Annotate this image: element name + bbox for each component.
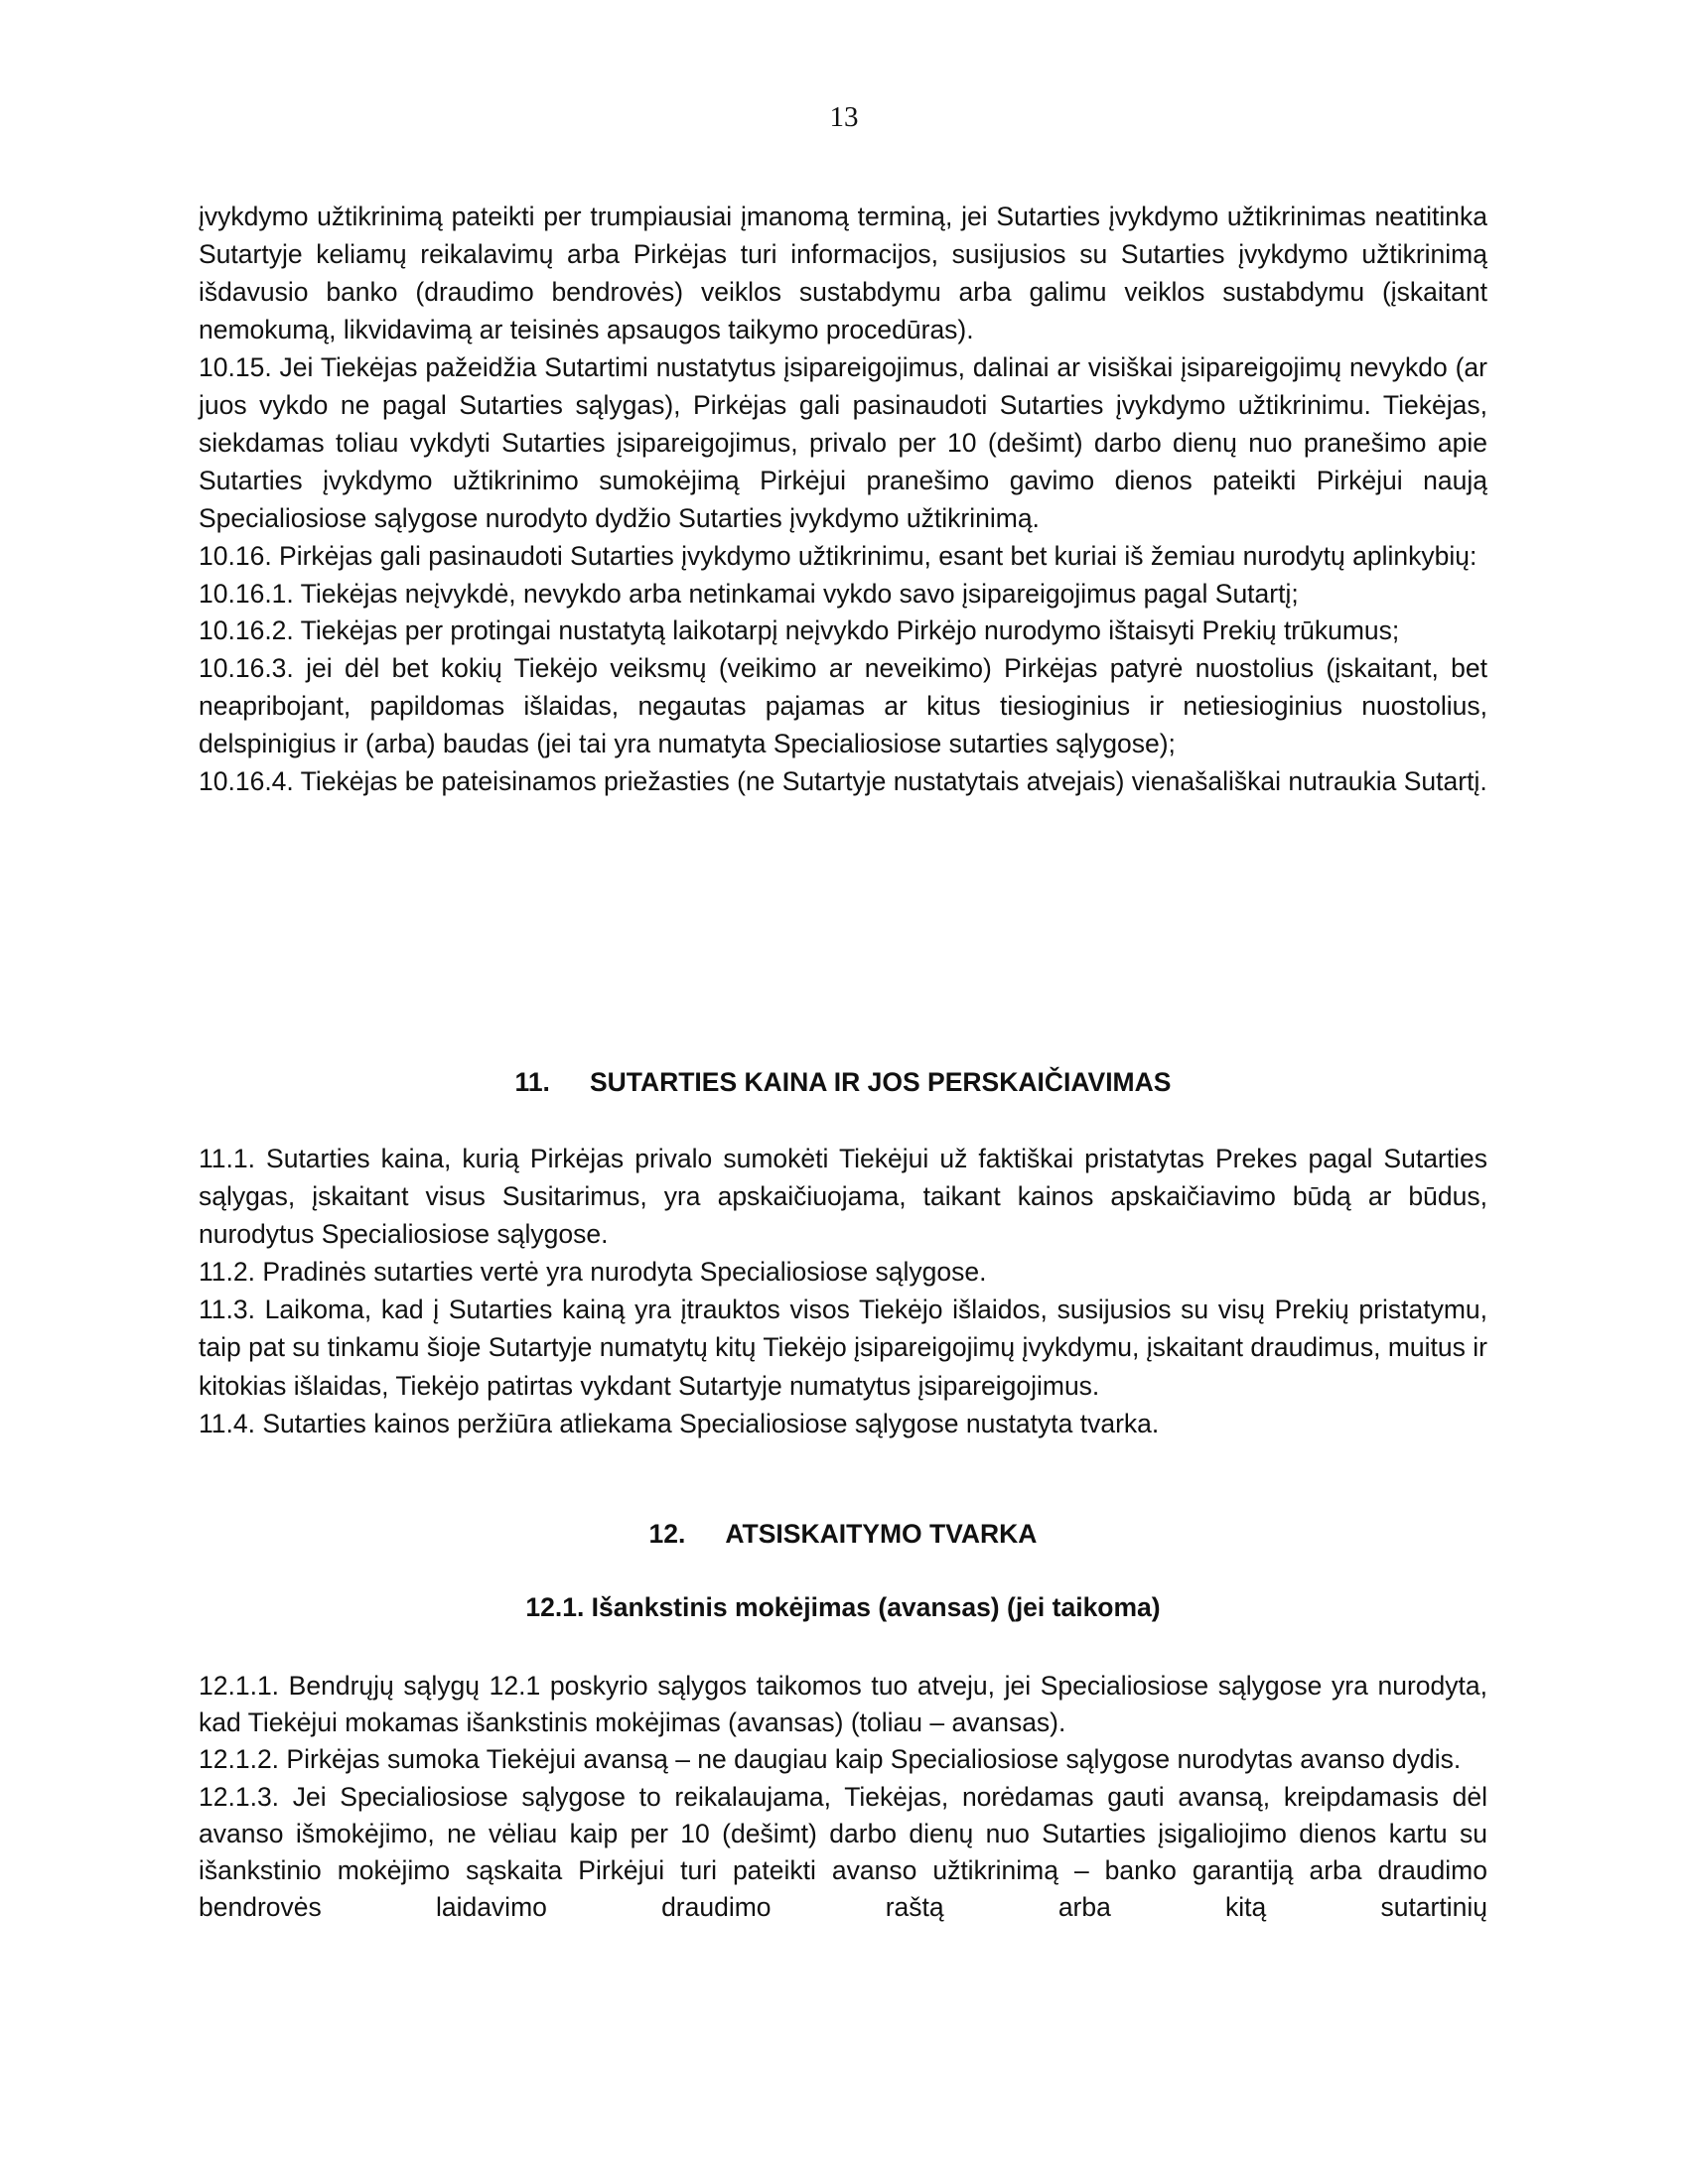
paragraph-10-16: 10.16. Pirkėjas gali pasinaudoti Sutarties įvykdymo užtikrinimu, esant bet kuriai iš žemiau nurodytų aplinkybių:	[199, 540, 1477, 571]
paragraph-10-16-4: 10.16.4. Tiekėjas be pateisinamos priežasties (ne Sutartyje nustatytais atvejais) vienašališkai nutraukia Sutartį.	[199, 766, 1487, 797]
subsection-12-1-heading: 12.1. Išankstinis mokėjimas (avansas) (jei taikoma)	[525, 1592, 1161, 1622]
paragraph-12-1-1: 12.1.1. Bendrųjų sąlygų 12.1 poskyrio sąlygos taikomos tuo atveju, jei Specialiosiose sąlygose yra nurodyta, kad Tiekėjui mokamas išankstinis mokėjimas (avansas) (toliau – avansas).	[199, 1671, 1487, 1738]
paragraph-11-1: 11.1. Sutarties kaina, kurią Pirkėjas privalo sumokėti Tiekėjui už faktiškai pristatytas Prekes pagal Sutarties sąlygas, įskaitant visus Susitarimus, yra apskaičiuojama, taikant kainos apskaičiavimo būdą ar būdus, nurodytus Specialiosiose sąlygose.	[199, 1144, 1487, 1250]
section-12-title: ATSISKAITYMO TVARKA	[725, 1519, 1038, 1549]
paragraph-10-16-1: 10.16.1. Tiekėjas neįvykdė, nevykdo arba netinkamai vykdo savo įsipareigojimus pagal Sutartį;	[199, 578, 1299, 609]
paragraph-12-1-3: 12.1.3. Jei Specialiosiose sąlygose to reikalaujama, Tiekėjas, norėdamas gauti avansą, kreipdamasis dėl avanso išmokėjimo, ne vėliau kaip per 10 (dešimt) darbo dienų nuo Sutarties įsigaliojimo dienos kartu su išankstinio mokėjimo sąskaita Pirkėjui turi pateikti avanso užtikrinimą – banko garantiją arba draudimo bendrovės laidavimo draudimo raštą arba kitą sutartinių	[199, 1781, 1487, 1923]
section-11-body	[199, 1140, 1487, 1442]
paragraph-11-2: 11.2. Pradinės sutarties vertė yra nurodyta Specialiosiose sąlygose.	[199, 1257, 987, 1288]
paragraph-10-15: 10.15. Jei Tiekėjas pažeidžia Sutartimi nustatytus įsipareigojimus, dalinai ar visiškai įsipareigojimų nevykdo (ar juos vykdo ne pagal Sutarties sąlygas), Pirkėjas gali pasinaudoti Sutarties įvykdymo užtikrinimu. Tiekėjas, siekdamas toliau vykdyti Sutarties įsipareigojimus, privalo per 10 (dešimt) darbo dienų nuo pranešimo apie Sutarties įvykdymo užtikrinimo sumokėjimą Pirkėjui pranešimo gavimo dienos pateikti Pirkėjui naują Specialiosiose sąlygose nurodyto dydžio Sutarties įvykdymo užtikrinimą.	[199, 351, 1487, 533]
section-12-heading	[199, 1516, 1487, 1552]
section-11-number: 11.	[514, 1067, 550, 1097]
paragraph-11-4: 11.4. Sutarties kainos peržiūra atliekama Specialiosiose sąlygose nustatyta tvarka.	[199, 1408, 1160, 1438]
section-10-continuation	[199, 199, 1487, 801]
paragraph-11-3: 11.3. Laikoma, kad į Sutarties kainą yra įtrauktos visos Tiekėjo išlaidos, susijusios su visų Prekių pristatymu, taip pat su tinkamu šioje Sutartyje numatytų kitų Tiekėjo įsipareigojimų įvykdymu, įskaitant draudimus, muitus ir kitokias išlaidas, Tiekėjo patirtas vykdant Sutartyje numatytus įsipareigojimus.	[199, 1295, 1487, 1401]
section-11-title: SUTARTIES KAINA IR JOS PERSKAIČIAVIMAS	[589, 1067, 1172, 1097]
paragraph-12-1-2: 12.1.2. Pirkėjas sumoka Tiekėjui avansą – ne daugiau kaip Specialiosiose sąlygose nurodytas avanso dydis.	[199, 1744, 1462, 1775]
section-11-heading	[199, 1064, 1487, 1100]
page-number: 13	[829, 101, 859, 133]
paragraph-10-16-3: 10.16.3. jei dėl bet kokių Tiekėjo veiksmų (veikimo ar neveikimo) Pirkėjas patyrė nuostolius (įskaitant, bet neapribojant, papildomas išlaidas, negautas pajamas ar kitus tiesioginius ir netiesioginius nuostolius, delspinigius ir (arba) baudas (jei tai yra numatyta Specialiosiose sutarties sąlygose);	[199, 653, 1487, 759]
paragraph-10-14-end: įvykdymo užtikrinimą pateikti per trumpiausiai įmanomą terminą, jei Sutarties įvykdymo užtikrinimas neatitinka Sutartyje keliamų reikalavimų arba Pirkėjas turi informacijos, susijusios su Sutarties įvykdymo užtikrinimą išdavusio banko (draudimo bendrovės) veiklos sustabdymu arba galimu veiklos sustabdymu (įskaitant nemokumą, likvidavimą ar teisinės apsaugos taikymo procedūras).	[199, 202, 1487, 344]
paragraph-10-16-2: 10.16.2. Tiekėjas per protingai nustatytą laikotarpį neįvykdo Pirkėjo nurodymo ištaisyti Prekių trūkumus;	[199, 615, 1400, 646]
subsection-12-1-body	[199, 1668, 1487, 1926]
section-12-number: 12.	[648, 1519, 686, 1549]
